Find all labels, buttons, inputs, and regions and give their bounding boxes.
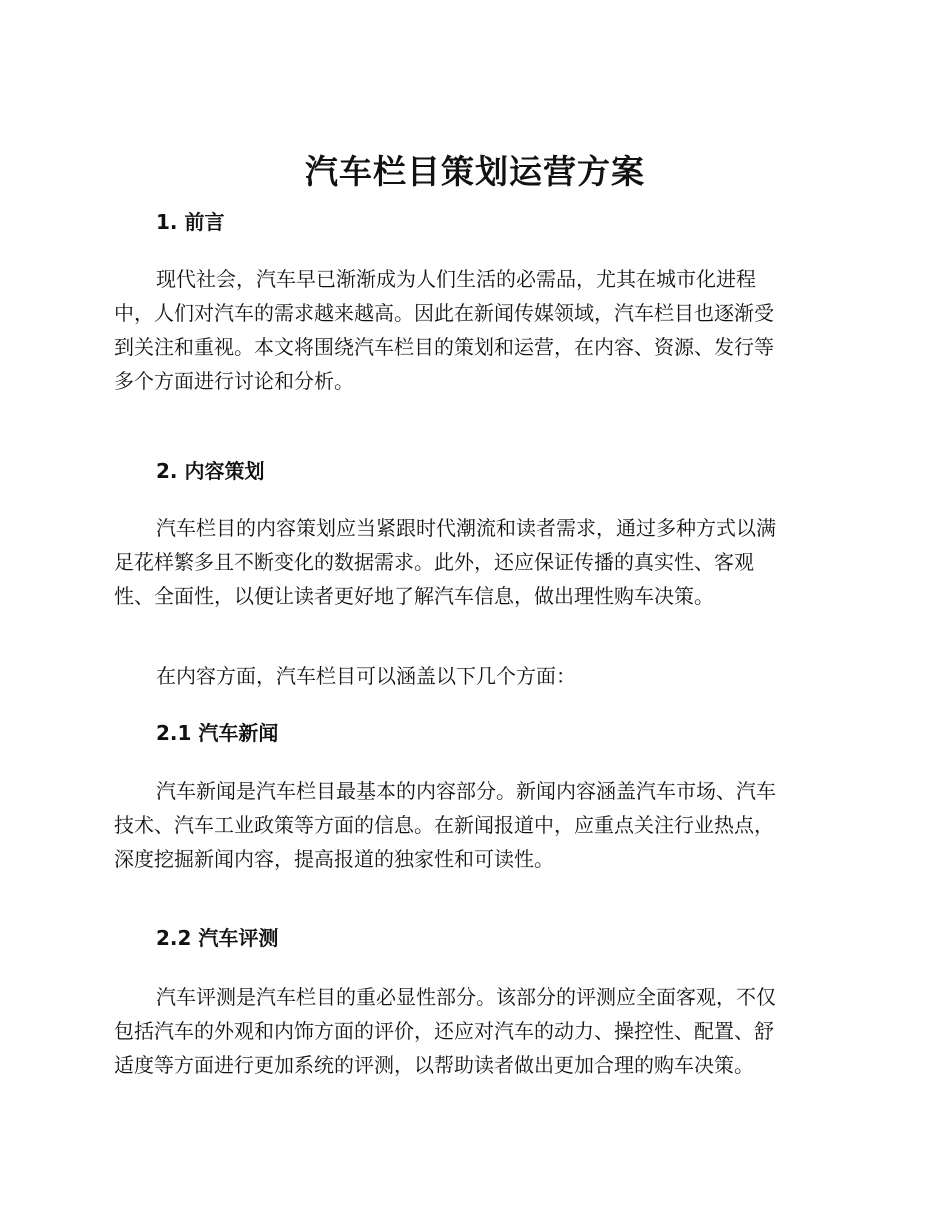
paragraph-line: 技术、汽车工业政策等方面的信息。在新闻报道中，应重点关注行业热点， <box>114 813 774 837</box>
section-heading-car-news: 2.1 汽车新闻 <box>156 721 279 745</box>
paragraph-line: 深度挖掘新闻内容，提高报道的独家性和可读性。 <box>114 847 554 871</box>
paragraph-intro <box>114 262 830 398</box>
paragraph-line: 性、全面性，以便让读者更好地了解汽车信息，做出理性购车决策。 <box>114 584 714 608</box>
section-heading-content-planning: 2. 内容策划 <box>156 459 265 483</box>
document-title: 汽车栏目策划运营方案 <box>305 152 645 191</box>
paragraph-line: 中，人们对汽车的需求越来越高。因此在新闻传媒领域，汽车栏目也逐渐受 <box>114 301 774 325</box>
section-heading-intro: 1. 前言 <box>156 210 225 234</box>
paragraph-line: 汽车评测是汽车栏目的重必显性部分。该部分的评测应全面客观，不仅 <box>156 985 776 1009</box>
paragraph-line: 足花样繁多且不断变化的数据需求。此外，还应保证传播的真实性、客观 <box>114 550 754 574</box>
section-heading-car-review: 2.2 汽车评测 <box>156 926 279 950</box>
paragraph-line: 现代社会，汽车早已渐渐成为人们生活的必需品，尤其在城市化进程 <box>156 267 756 291</box>
paragraph-line: 适度等方面进行更加系统的评测，以帮助读者做出更加合理的购车决策。 <box>114 1053 754 1077</box>
paragraph-car-review <box>114 980 830 1082</box>
paragraph-line: 在内容方面，汽车栏目可以涵盖以下几个方面： <box>156 664 576 688</box>
paragraph-line: 到关注和重视。本文将围绕汽车栏目的策划和运营，在内容、资源、发行等 <box>114 335 774 359</box>
paragraph-line: 汽车新闻是汽车栏目最基本的内容部分。新闻内容涵盖汽车市场、汽车 <box>156 779 776 803</box>
paragraph-line: 多个方面进行讨论和分析。 <box>114 369 354 393</box>
paragraph-line: 汽车栏目的内容策划应当紧跟时代潮流和读者需求，通过多种方式以满 <box>156 516 776 540</box>
paragraph-line: 包括汽车的外观和内饰方面的评价，还应对汽车的动力、操控性、配置、舒 <box>114 1019 774 1043</box>
paragraph-content-aspects <box>114 659 830 693</box>
paragraph-car-news <box>114 774 830 876</box>
paragraph-content-planning <box>114 511 830 613</box>
